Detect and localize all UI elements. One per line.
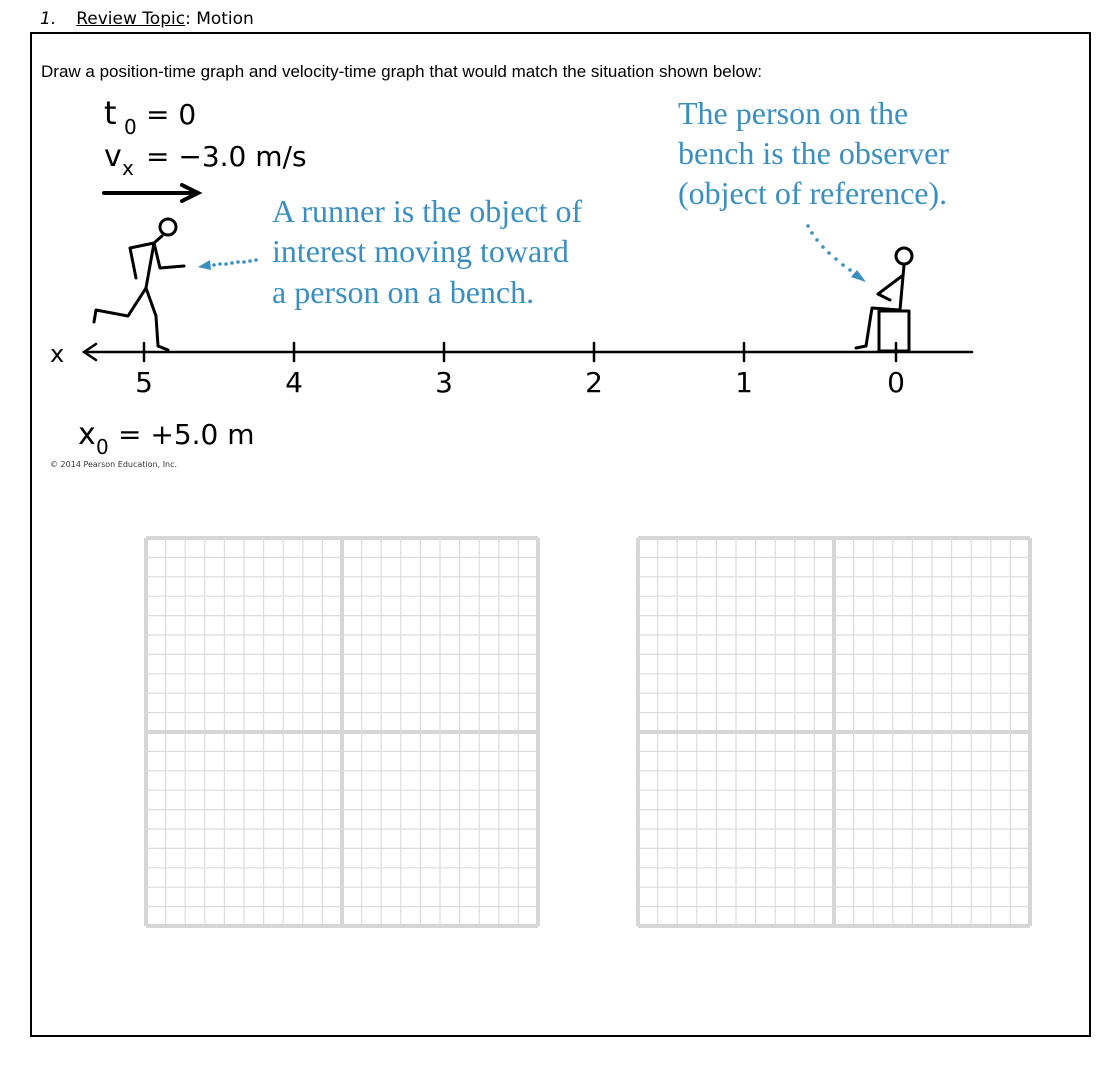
runner-caption-line-3: a person on a bench. [272, 274, 535, 310]
question-number: 1. [40, 9, 57, 29]
tick-label-3: 3 [435, 366, 453, 399]
runner-figure [94, 219, 184, 350]
observer-pointer [806, 224, 866, 282]
question-topic-value: : Motion [185, 9, 254, 29]
grid-lines [638, 538, 1030, 926]
velocity-value: = −3.0 m/s [146, 140, 307, 173]
velocity-time-grid [636, 536, 1032, 928]
axis-tick-labels [135, 366, 905, 399]
position-time-grid [144, 536, 540, 928]
x0-value: = +5.0 m [118, 418, 255, 451]
velocity-label: v [104, 139, 122, 174]
observer-caption-line-3: (object of reference). [678, 175, 948, 211]
observer-figure [856, 248, 912, 351]
grid-lines [146, 538, 538, 926]
instruction-text: Draw a position-time graph and velocity-time graph that would match the situation shown below: [41, 62, 762, 81]
x0-label: x [78, 417, 96, 452]
tick-label-1: 1 [735, 366, 753, 399]
velocity-subscript: x [122, 156, 134, 180]
runner-caption-line-1: A runner is the object of [272, 193, 583, 229]
tick-label-4: 4 [285, 366, 303, 399]
question-topic-label: Review Topic [76, 9, 186, 29]
t0-value: = 0 [146, 98, 197, 131]
tick-label-5: 5 [135, 366, 153, 399]
tick-label-2: 2 [585, 366, 603, 399]
t0-label: t [104, 94, 117, 132]
position-axis [84, 343, 972, 361]
copyright-notice: © 2014 Pearson Education, Inc. [50, 460, 178, 469]
observer-caption-line-2: bench is the observer [678, 135, 950, 171]
x0-subscript: 0 [96, 435, 109, 459]
axis-label: x [50, 340, 65, 368]
tick-label-0: 0 [887, 366, 905, 399]
motion-diagram [0, 0, 1116, 480]
runner-caption-line-2: interest moving toward [272, 233, 569, 269]
observer-caption-line-1: The person on the [678, 95, 909, 131]
velocity-arrow [104, 185, 198, 201]
runner-pointer [198, 258, 258, 270]
t0-subscript: 0 [124, 115, 137, 139]
